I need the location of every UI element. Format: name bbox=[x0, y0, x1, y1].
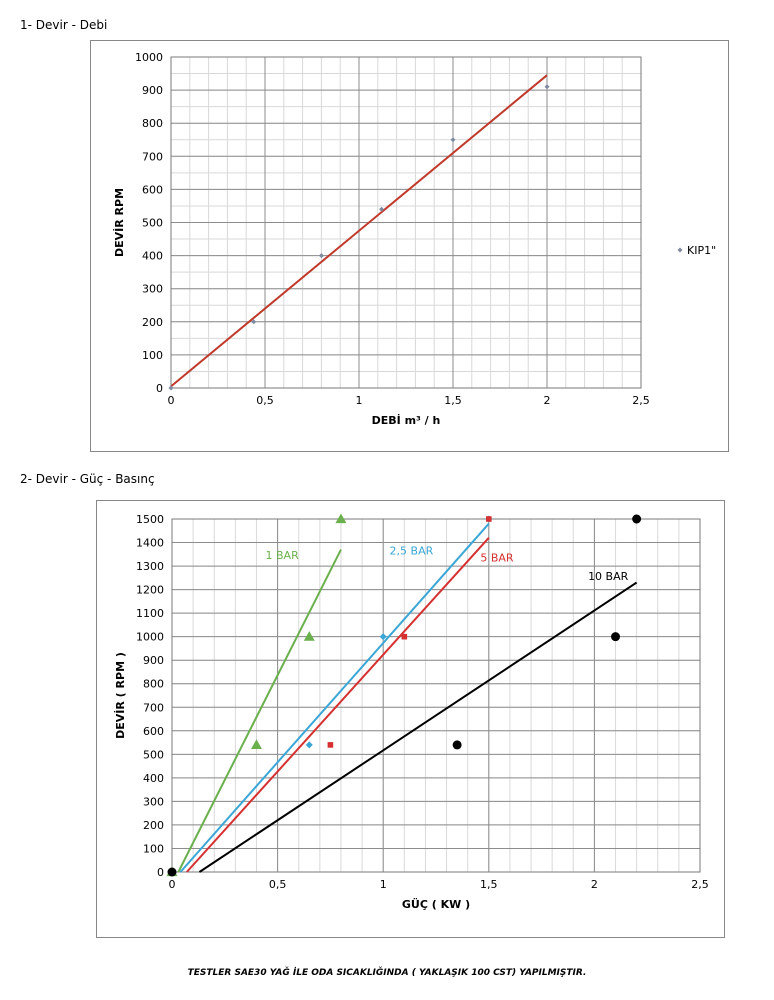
chart2-data-point bbox=[335, 514, 346, 524]
chart-2-frame bbox=[96, 500, 725, 938]
chart2-y-tick-label: 200 bbox=[143, 818, 164, 832]
chart2-y-tick-label: 1500 bbox=[136, 513, 164, 526]
chart1-x-tick-label: 1 bbox=[355, 394, 363, 407]
chart-devir-debi bbox=[91, 41, 728, 451]
chart-1-frame bbox=[90, 40, 729, 452]
chart2-x-tick-label: 1,5 bbox=[480, 878, 498, 891]
chart1-y-axis-label: DEVİR RPM bbox=[113, 187, 126, 258]
chart2-y-tick-label: 1200 bbox=[136, 583, 164, 597]
chart1-data-point bbox=[545, 84, 550, 89]
chart2-y-tick-label: 1100 bbox=[136, 607, 164, 621]
chart2-series-label: 1 BAR bbox=[265, 549, 299, 563]
chart2-x-tick-label: 0,5 bbox=[268, 878, 287, 891]
chart1-data-point bbox=[319, 253, 324, 258]
chart1-y-tick-label: 900 bbox=[142, 84, 163, 98]
chart1-legend-marker bbox=[678, 248, 683, 253]
chart1-legend-label: KIP1" bbox=[687, 244, 717, 257]
chart2-y-axis-label: DEVİR ( RPM ) bbox=[114, 652, 127, 739]
chart2-data-point bbox=[306, 741, 313, 748]
chart1-x-tick-label: 1,5 bbox=[444, 394, 462, 407]
chart2-x-axis-label: GÜÇ ( KW ) bbox=[401, 898, 471, 911]
chart2-trendline bbox=[178, 550, 341, 872]
chart2-y-tick-label: 1000 bbox=[136, 630, 164, 644]
chart2-y-tick-label: 700 bbox=[143, 701, 164, 715]
chart2-y-tick-label: 0 bbox=[157, 866, 164, 879]
chart1-data-point bbox=[451, 137, 456, 142]
chart1-y-tick-label: 100 bbox=[142, 348, 163, 362]
chart1-y-tick-label: 300 bbox=[142, 282, 163, 296]
chart1-y-tick-label: 700 bbox=[142, 150, 163, 164]
chart2-y-tick-label: 500 bbox=[143, 748, 164, 762]
chart2-y-tick-label: 800 bbox=[143, 677, 164, 691]
chart2-y-tick-label: 900 bbox=[143, 654, 164, 668]
chart1-x-tick-label: 2,5 bbox=[632, 394, 650, 407]
chart2-trendline bbox=[180, 524, 488, 872]
chart2-y-tick-label: 1300 bbox=[136, 560, 164, 574]
chart1-y-tick-label: 0 bbox=[156, 382, 163, 395]
chart1-x-tick-label: 2 bbox=[543, 394, 551, 407]
chart2-series-label: 5 BAR bbox=[480, 551, 514, 565]
chart1-y-tick-label: 1000 bbox=[135, 51, 163, 64]
section-1-title: 1- Devir - Debi bbox=[20, 18, 108, 32]
chart2-trendline bbox=[187, 538, 489, 872]
chart-devir-guc-basinc bbox=[97, 501, 724, 937]
chart2-data-point bbox=[611, 632, 620, 641]
chart2-data-point bbox=[251, 739, 262, 749]
chart2-data-point bbox=[168, 868, 177, 877]
chart2-series-label: 10 BAR bbox=[588, 570, 629, 584]
chart2-data-point bbox=[453, 740, 462, 749]
section-2-title: 2- Devir - Güç - Basınç bbox=[20, 472, 155, 486]
chart2-x-tick-label: 2 bbox=[590, 878, 598, 891]
chart2-y-tick-label: 600 bbox=[143, 724, 164, 738]
chart2-y-tick-label: 100 bbox=[143, 842, 164, 856]
chart1-y-tick-label: 500 bbox=[142, 216, 163, 230]
chart1-y-tick-label: 800 bbox=[142, 117, 163, 131]
chart1-x-tick-label: 0 bbox=[167, 394, 175, 407]
chart1-y-tick-label: 200 bbox=[142, 315, 163, 329]
chart1-x-tick-label: 0,5 bbox=[256, 394, 274, 407]
chart2-series-label: 2,5 BAR bbox=[389, 544, 434, 558]
chart2-data-point bbox=[402, 634, 408, 640]
chart2-y-tick-label: 1400 bbox=[136, 536, 164, 550]
footer-note: TESTLER SAE30 YAĞ İLE ODA SICAKLIĞINDA ( YAKLAŞIK 100 CST) YAPILMIŞTIR. bbox=[187, 968, 587, 978]
chart2-x-tick-label: 2,5 bbox=[691, 878, 709, 891]
chart2-x-tick-label: 1 bbox=[379, 878, 387, 891]
chart1-y-tick-label: 400 bbox=[142, 249, 163, 263]
chart1-x-axis-label: DEBİ m³ / h bbox=[371, 414, 441, 427]
chart2-trendline bbox=[199, 583, 636, 872]
chart2-data-point bbox=[328, 742, 334, 748]
chart1-y-tick-label: 600 bbox=[142, 183, 163, 197]
chart2-data-point bbox=[632, 515, 641, 524]
chart2-y-tick-label: 300 bbox=[143, 795, 164, 809]
chart2-x-tick-label: 0 bbox=[168, 878, 176, 891]
chart2-data-point bbox=[304, 631, 315, 641]
chart2-y-tick-label: 400 bbox=[143, 771, 164, 785]
chart1-data-point bbox=[169, 386, 174, 391]
chart2-data-point bbox=[486, 516, 492, 522]
